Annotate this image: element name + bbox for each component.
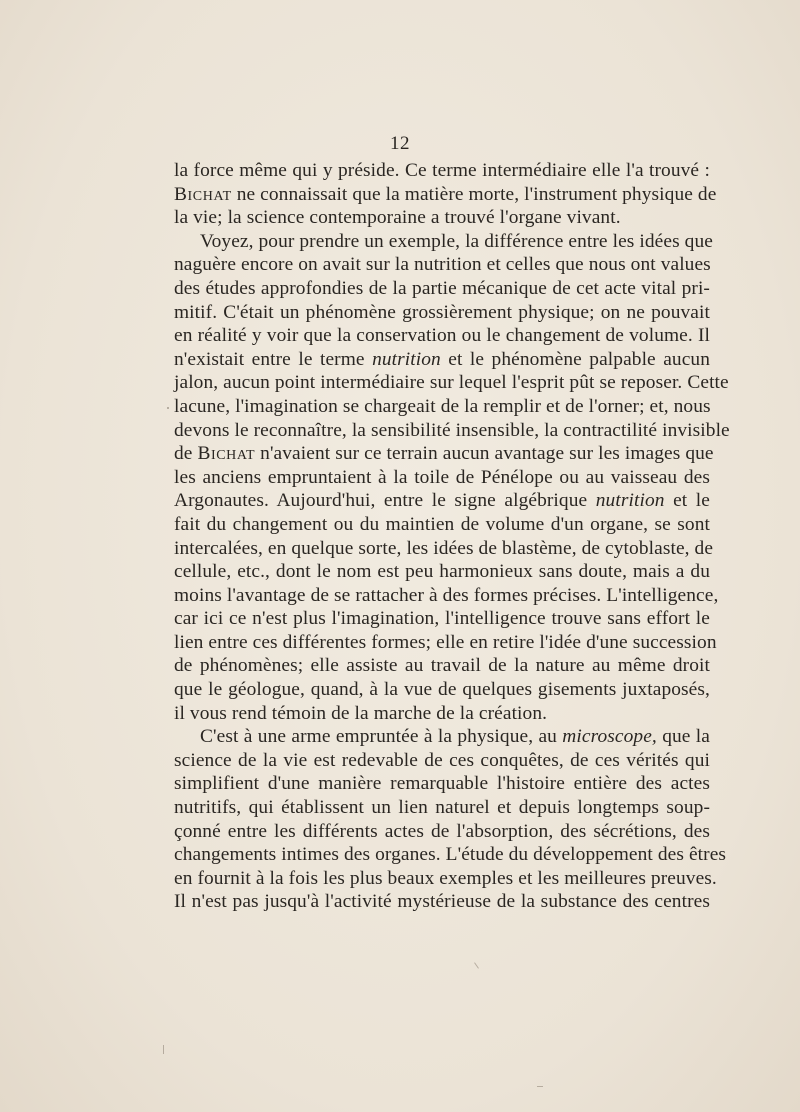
text-line: lien entre ces différentes formes; elle en retire l'idée d'une succession — [174, 631, 717, 653]
text-line: les anciens empruntaient à la toile de Pénélope ou au vaisseau des — [174, 466, 710, 488]
text-span: que la — [656, 726, 710, 748]
text-line — [174, 725, 710, 749]
text-line — [174, 183, 717, 207]
text-line: jalon, aucun point intermédiaire sur lequel l'esprit pût se reposer. Cette — [174, 372, 729, 394]
text-line: moins l'avantage de se rattacher à des formes précises. L'intelligence, — [174, 584, 719, 606]
text-line: des études approfondies de la partie mécanique de cet acte vital pri- — [174, 277, 710, 299]
text-line — [174, 489, 710, 513]
text-line: Voyez, pour prendre un exemple, la différence entre les idées que — [200, 230, 713, 252]
author-name: Bichat — [174, 183, 232, 205]
text-line: en réalité y voir que la conservation ou le changement de volume. Il — [174, 325, 710, 347]
text-line: simplifient d'une manière remarquable l'histoire entière des actes — [174, 773, 710, 795]
text-line: lacune, l'imagination se chargeait de la remplir et de l'orner; et, nous — [174, 395, 711, 417]
paper-speck — [163, 1045, 164, 1054]
text-line: Il n'est pas jusqu'à l'activité mystérieuse de la substance des centres — [174, 891, 710, 913]
emphasis-text: nutrition — [372, 348, 441, 370]
text-span: ne connaissait que la matière morte, l'instrument physique de — [231, 183, 717, 205]
text-line: devons le reconnaître, la sensibilité insensible, la contractilité invisible — [174, 419, 730, 441]
text-line: naguère encore on avait sur la nutrition et celles que nous ont values — [174, 254, 711, 276]
text-line: de phénomènes; elle assiste au travail de la nature au même droit — [174, 655, 710, 677]
text-span: Argonautes. Aujourd'hui, entre le signe algébrique — [174, 490, 596, 512]
text-span: C'est à une arme empruntée à la physique, au — [200, 726, 563, 748]
text-line — [174, 442, 714, 466]
author-name: Bichat — [197, 443, 256, 465]
text-span: de — [174, 443, 198, 465]
text-line: fait du changement ou du maintien de volume d'un organe, se sont — [174, 513, 710, 535]
text-span: n'existait entre le terme — [174, 348, 373, 370]
paper-speck — [537, 1086, 543, 1087]
text-span: et le — [664, 490, 710, 512]
paper-speck — [167, 407, 169, 409]
emphasis-text: nutrition — [595, 490, 665, 512]
text-line: cellule, etc., dont le nom est peu harmonieux sans doute, mais a du — [174, 561, 710, 583]
text-line: çonné entre les différents actes de l'absorption, des sécrétions, des — [174, 820, 710, 842]
text-line: la force même qui y préside. Ce terme intermédiaire elle l'a trouvé : — [174, 160, 710, 181]
paper-speck — [474, 962, 479, 968]
text-line: changements intimes des organes. L'étude du développement des êtres — [174, 844, 727, 866]
text-line: il vous rend témoin de la marche de la création. — [174, 702, 548, 724]
text-line: nutritifs, qui établissent un lien naturel et depuis longtemps soup- — [174, 797, 710, 819]
text-line: car ici ce n'est plus l'imagination, l'intelligence trouve sans effort le — [174, 608, 710, 630]
text-span: et le phénomène palpable aucun — [440, 348, 711, 370]
text-line: que le géologue, quand, à la vue de quelques gisements juxtaposés, — [174, 679, 710, 701]
text-line: en fournit à la fois les plus beaux exemples et les meilleures preuves. — [174, 867, 717, 889]
text-span: n'avaient sur ce terrain aucun avantage sur les images que — [255, 443, 714, 465]
text-line — [174, 348, 710, 372]
text-line: science de la vie est redevable de ces conquêtes, de ces vérités qui — [174, 749, 710, 771]
emphasis-text: microscope, — [562, 726, 657, 748]
text-line: la vie; la science contemporaine a trouvé l'organe vivant. — [174, 207, 621, 229]
page-number: 12 — [390, 133, 410, 154]
text-line: intercalées, en quelque sorte, les idées de blastème, de cytoblaste, de — [174, 537, 714, 559]
body-text — [174, 159, 730, 914]
text-line: mitif. C'était un phénomène grossièrement physique; on ne pouvait — [174, 301, 710, 323]
